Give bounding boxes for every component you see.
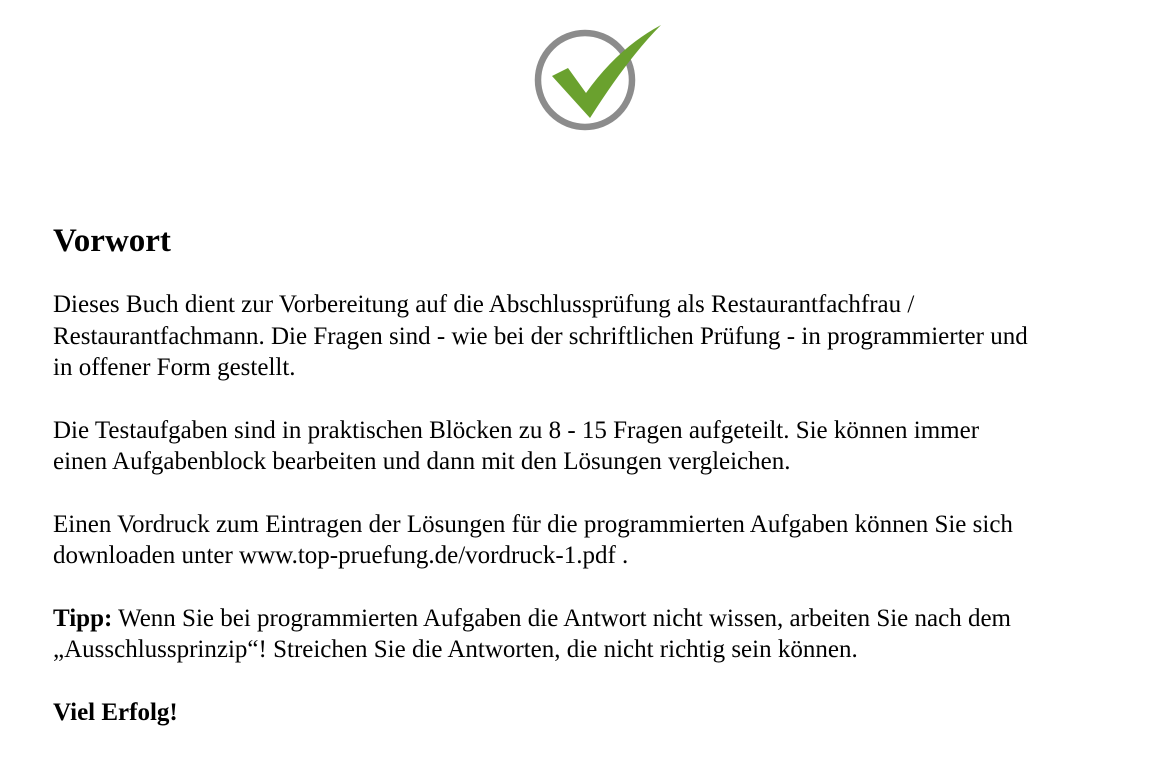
foreword-section	[53, 222, 1153, 728]
paragraph-line	[53, 603, 1153, 635]
checkmark-logo-icon	[528, 18, 668, 138]
paragraph-line: in offener Form gestellt.	[53, 354, 296, 381]
closing-text: Viel Erfolg!	[53, 698, 178, 726]
paragraph-line: Restaurantfachmann. Die Fragen sind - wie bei der schriftlichen Prüfung - in programmierter und	[53, 322, 1028, 350]
page-title: Vorwort	[53, 223, 171, 259]
paragraph-line: Dieses Buch dient zur Vorbereitung auf die Abschlussprüfung als Restaurantfachfrau /	[53, 291, 915, 318]
paragraph-test-blocks	[53, 415, 1153, 478]
paragraph-intro	[53, 289, 1153, 384]
tip-text: Wenn Sie bei programmierten Aufgaben die Antwort nicht wissen, arbeiten Sie nach dem	[112, 604, 1011, 632]
paragraph-tip	[53, 603, 1153, 666]
logo-ring	[538, 33, 632, 127]
closing-line	[53, 697, 1153, 729]
paragraph-line: Die Testaufgaben sind in praktischen Blöcken zu 8 - 15 Fragen aufgeteilt. Sie können immer	[53, 416, 980, 444]
paragraph-line: Einen Vordruck zum Eintragen der Lösungen für die programmierten Aufgaben können Sie sich	[53, 510, 1013, 538]
paragraph-line: einen Aufgabenblock bearbeiten und dann mit den Lösungen vergleichen.	[53, 448, 791, 475]
paragraph-line: downloaden unter www.top-pruefung.de/vordruck-1.pdf .	[53, 542, 629, 569]
paragraph-download	[53, 509, 1153, 572]
paragraph-line: „Ausschlussprinzip“! Streichen Sie die Antworten, die nicht richtig sein können.	[53, 636, 858, 663]
tip-label: Tipp:	[53, 604, 113, 632]
